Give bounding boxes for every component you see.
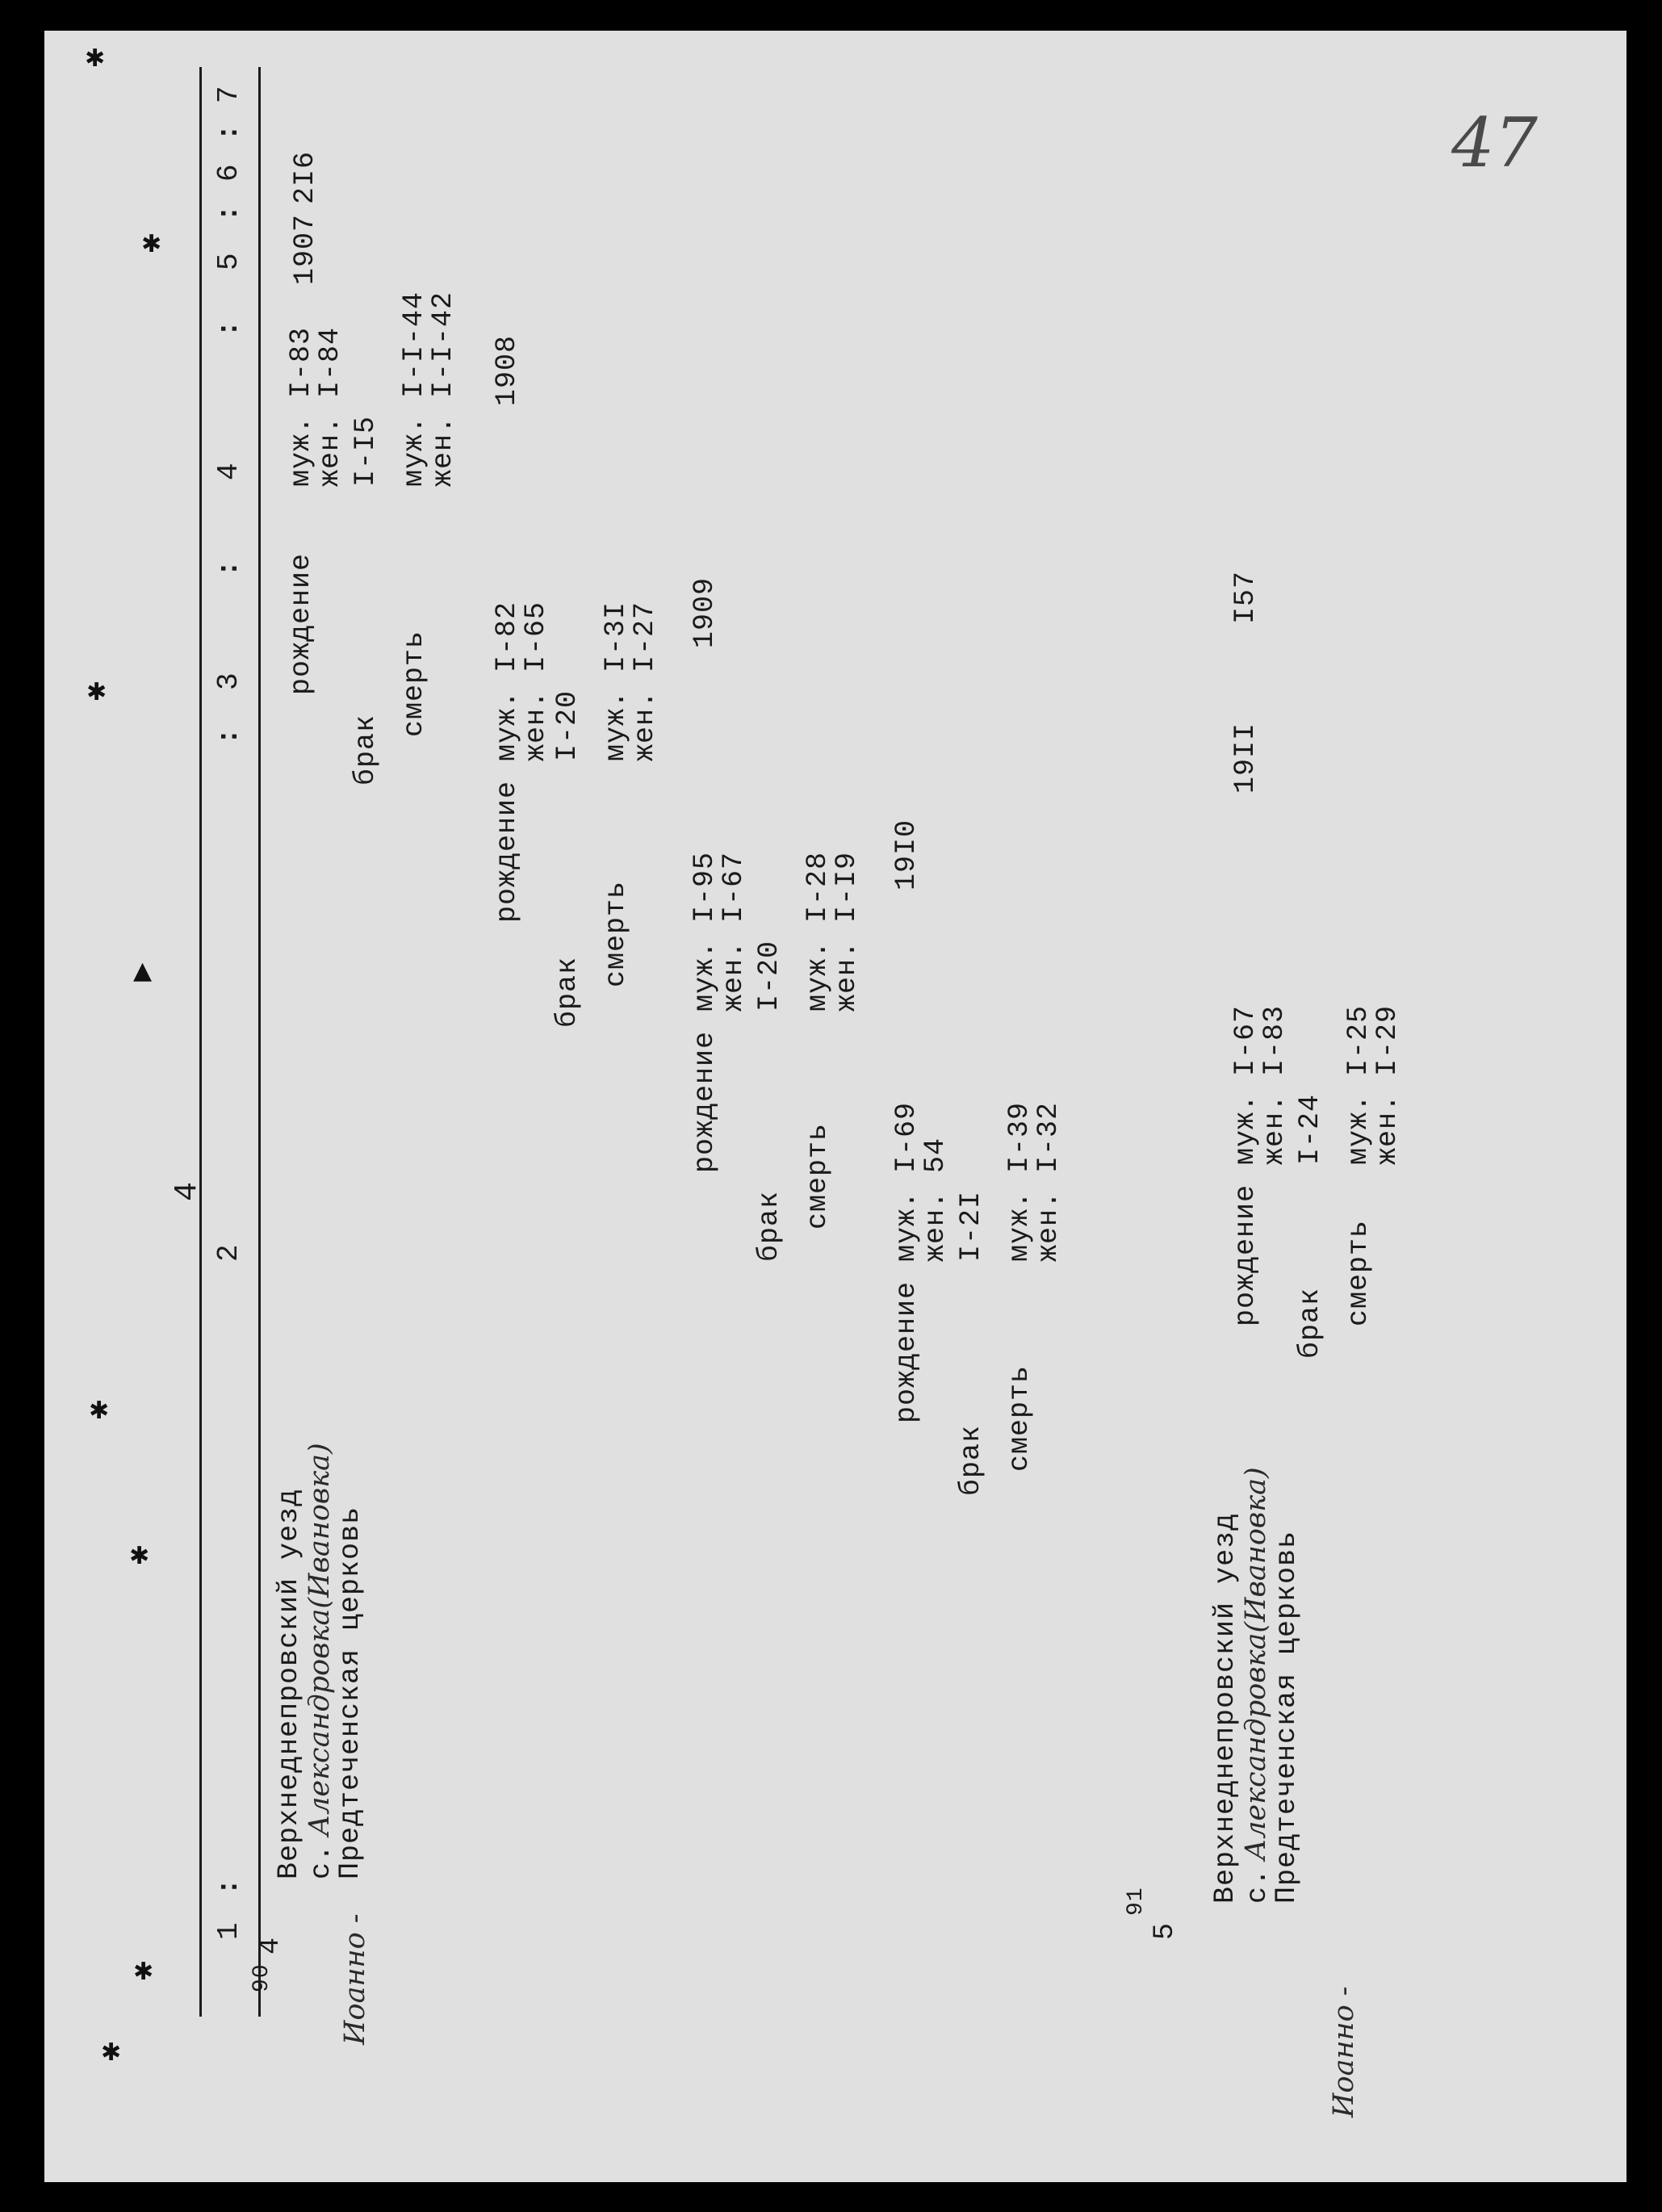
sheet-number: 47 (1451, 103, 1538, 182)
record-files: I-20 (551, 689, 584, 761)
church-description (1211, 1467, 1301, 1904)
record-files: муж. I-82 жен. I-65 (491, 601, 552, 761)
page-number: 4 (170, 1181, 206, 1201)
record-files: I-20 (753, 940, 785, 1012)
column-number: 1 (212, 1922, 245, 1940)
punch-hole-mark: ✱ (89, 1397, 110, 1425)
column-number: 2 (212, 1244, 245, 1262)
record-type: смерть (398, 630, 430, 737)
column-number: 7 (212, 86, 245, 103)
entry-sub-number: 4 (254, 1936, 287, 1954)
column-separator: : (212, 727, 245, 745)
column-separator: : (212, 124, 245, 141)
column-number: 5 (212, 253, 245, 270)
column-separator: : (212, 320, 245, 337)
record-type: брак (551, 956, 584, 1028)
record-files: муж. I-95 жен. I-67 (689, 851, 750, 1012)
record-year: 19I0 (890, 819, 923, 890)
record-year: 1908 (491, 334, 523, 406)
handwritten-name-prefix: Иоанно - (1328, 1986, 1360, 2118)
record-type: рождение (285, 552, 317, 695)
record-files: I-2I (955, 1190, 987, 1262)
column-number: 3 (212, 672, 245, 690)
record-files: муж. I-3I жен. I-27 (600, 601, 661, 761)
handwritten-village-name: Александровка(Ивановка) (1240, 1467, 1272, 1861)
village-prefix: с. (305, 1843, 337, 1879)
record-files: муж. I-83 жен. I-84 (285, 326, 346, 487)
handwritten-village-name: Александровка(Ивановка) (304, 1443, 336, 1837)
record-year: 19II (1229, 722, 1262, 794)
archival-page (44, 31, 1626, 2182)
record-type: смерть (1003, 1364, 1036, 1472)
record-type: брак (753, 1190, 785, 1262)
header-bottom-rule (258, 67, 261, 2017)
record-files: муж. I-28 жен. I-I9 (802, 851, 863, 1012)
record-files: муж. I-69 жен. 54 (890, 1101, 952, 1262)
record-files: муж. I-67 жен. I-83 (1229, 1004, 1291, 1165)
record-type: смерть (802, 1122, 834, 1230)
record-type: рождение (1229, 1184, 1262, 1326)
punch-hole-mark: ✱ (129, 1542, 150, 1570)
entry-sub-number: 5 (1149, 1921, 1181, 1940)
uyezd-name: Верхнеднепровский уезд (273, 1488, 305, 1879)
header-top-rule (199, 67, 202, 2017)
column-separator: : (212, 204, 245, 222)
column-number: 6 (212, 164, 245, 182)
handwritten-name-prefix: Иоанно - (339, 1913, 371, 2045)
column-separator: : (212, 559, 245, 577)
uyezd-name: Верхнеднепровский уезд (1209, 1512, 1241, 1904)
record-type: смерть (600, 880, 632, 987)
entry-number: 91 (1124, 1887, 1149, 1916)
record-type: рождение (890, 1280, 923, 1423)
record-year: 1909 (689, 576, 721, 648)
record-type: рождение (491, 780, 523, 923)
column-number: 4 (212, 463, 245, 480)
record-files: муж. I-39 жен. I-32 (1003, 1101, 1065, 1262)
church-name: Предтеченская церковь (1271, 1530, 1303, 1904)
punch-hole-mark: ✱ (133, 1958, 154, 1986)
punch-hole-mark: ✱ (86, 678, 107, 706)
punch-hole-mark: ✱ (85, 44, 106, 73)
punch-hole-mark: ✱ (101, 2038, 122, 2067)
record-col6: 2I6 (289, 150, 321, 204)
record-type: брак (955, 1424, 987, 1496)
inventory-table (44, 31, 1626, 2182)
entry-number: 90 (249, 1963, 274, 1992)
punch-hole-mark: ▲ (133, 957, 153, 985)
record-type: рождение (689, 1030, 721, 1173)
record-files: муж. I-I-44 жен. I-I-42 (398, 291, 459, 487)
record-files: I-I5 (350, 415, 382, 487)
record-type: брак (350, 714, 382, 786)
column-separator: : (212, 1878, 245, 1896)
record-type: брак (1294, 1287, 1326, 1359)
record-col6: I57 (1229, 570, 1262, 624)
record-files: муж. I-25 жен. I-29 (1342, 1004, 1404, 1165)
punch-hole-mark: ✱ (141, 230, 162, 258)
record-files: I-24 (1294, 1093, 1326, 1165)
church-description (274, 1443, 365, 1879)
church-name: Предтеченская церковь (334, 1506, 366, 1879)
village-prefix: с. (1241, 1867, 1274, 1904)
record-type: смерть (1342, 1219, 1375, 1326)
record-year: 1907 (289, 213, 321, 285)
